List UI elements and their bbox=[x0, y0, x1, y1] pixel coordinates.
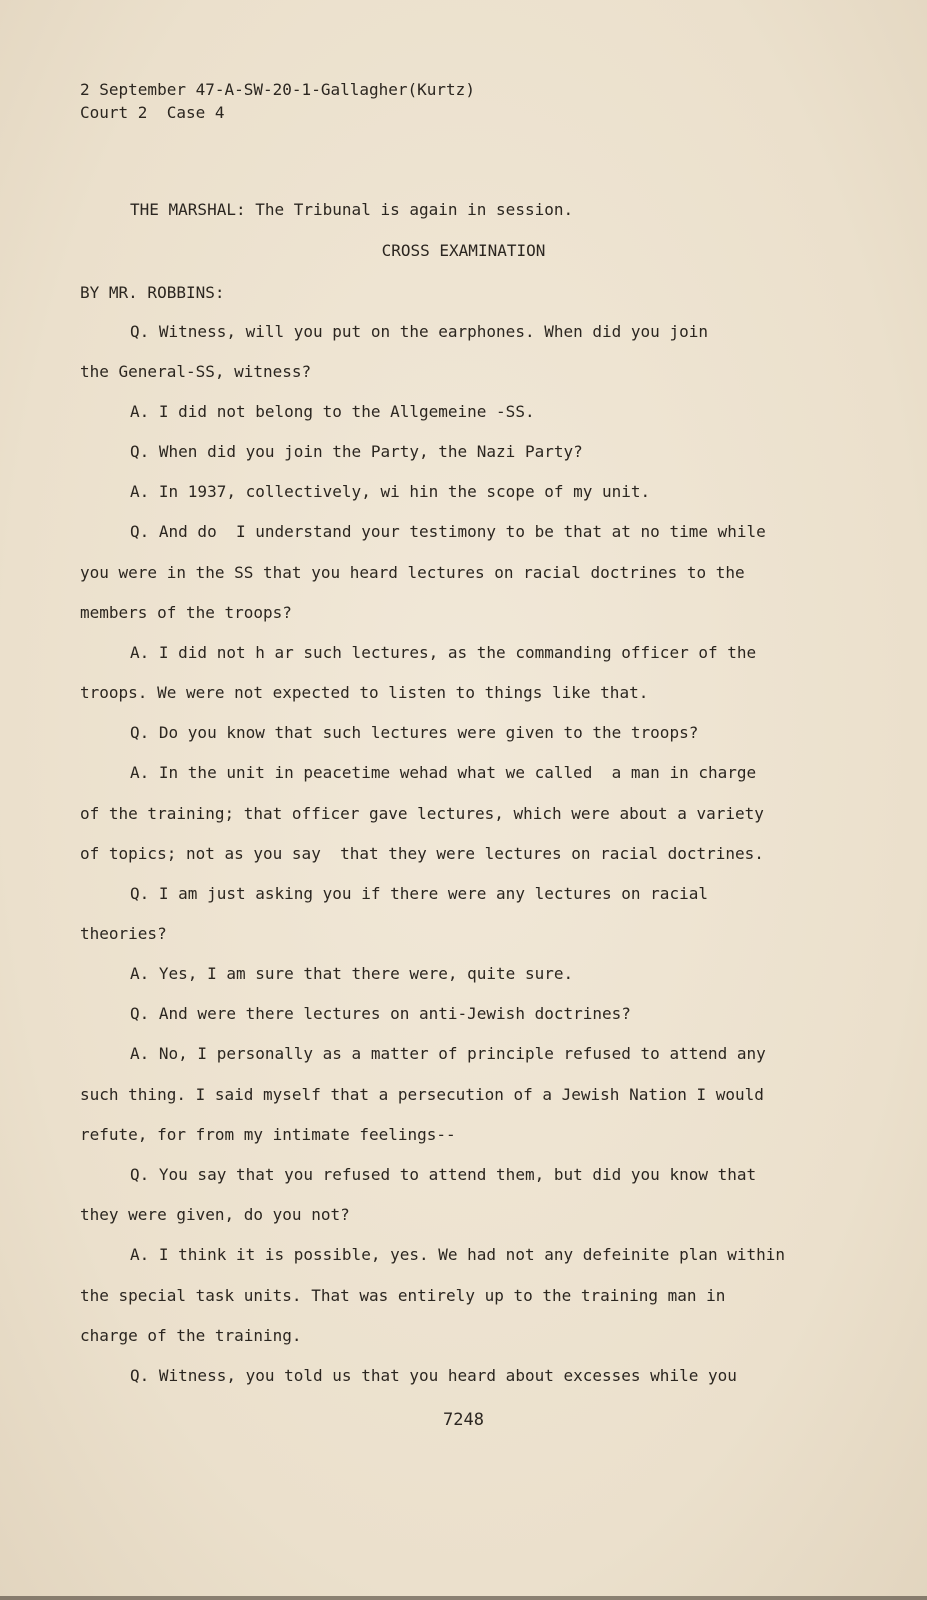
header-line-1: 2 September 47-A-SW-20-1-Gallagher(Kurtz) bbox=[80, 80, 475, 99]
transcript-line: Q. Witness, you told us that you heard about excesses while you bbox=[130, 1366, 737, 1385]
transcript-line: Q. And do I understand your testimony to be that at no time while bbox=[130, 522, 766, 541]
page-number: 7248 bbox=[443, 1410, 484, 1430]
transcript-line: theories? bbox=[80, 924, 167, 943]
transcript-line: A. No, I personally as a matter of principle refused to attend any bbox=[130, 1044, 766, 1063]
transcript-line: you were in the SS that you heard lectures on racial doctrines to the bbox=[80, 563, 745, 582]
document-header bbox=[80, 78, 475, 124]
transcript-line: charge of the training. bbox=[80, 1326, 302, 1345]
transcript-line: they were given, do you not? bbox=[80, 1205, 350, 1224]
scan-edge bbox=[0, 1596, 927, 1600]
section-title: CROSS EXAMINATION bbox=[381, 241, 546, 260]
transcript-line: the special task units. That was entirely up to the training man in bbox=[80, 1286, 726, 1305]
transcript-line: A. Yes, I am sure that there were, quite sure. bbox=[130, 964, 574, 983]
transcript-line: Q. You say that you refused to attend them, but did you know that bbox=[130, 1165, 757, 1184]
transcript-line: A. I did not h ar such lectures, as the commanding officer of the bbox=[130, 643, 757, 662]
by-line: BY MR. ROBBINS: bbox=[80, 283, 225, 302]
marshal-statement: THE MARSHAL: The Tribunal is again in session. bbox=[130, 200, 574, 219]
transcript-line: of topics; not as you say that they were lectures on racial doctrines. bbox=[80, 844, 764, 863]
transcript-line: troops. We were not expected to listen to things like that. bbox=[80, 683, 649, 702]
transcript-line: refute, for from my intimate feelings-- bbox=[80, 1125, 456, 1144]
transcript-line: A. I think it is possible, yes. We had not any defeinite plan within bbox=[130, 1245, 786, 1264]
transcript-line: Q. I am just asking you if there were any lectures on racial bbox=[130, 884, 708, 903]
transcript-line: Q. Do you know that such lectures were given to the troops? bbox=[130, 723, 699, 742]
transcript-line: A. In 1937, collectively, wi hin the scope of my unit. bbox=[130, 482, 651, 501]
transcript-line: Q. And were there lectures on anti-Jewish doctrines? bbox=[130, 1004, 631, 1023]
transcript-line: A. I did not belong to the Allgemeine -SS. bbox=[130, 402, 535, 421]
transcript-line: Q. When did you join the Party, the Nazi Party? bbox=[130, 442, 583, 461]
transcript-line: Q. Witness, will you put on the earphones. When did you join bbox=[130, 322, 708, 341]
transcript-line: members of the troops? bbox=[80, 603, 292, 622]
header-line-2: Court 2 Case 4 bbox=[80, 103, 225, 122]
transcript-line: of the training; that officer gave lectures, which were about a variety bbox=[80, 804, 764, 823]
transcript-line: such thing. I said myself that a persecution of a Jewish Nation I would bbox=[80, 1085, 764, 1104]
transcript-line: the General-SS, witness? bbox=[80, 362, 312, 381]
transcript-line: A. In the unit in peacetime wehad what we called a man in charge bbox=[130, 763, 757, 782]
